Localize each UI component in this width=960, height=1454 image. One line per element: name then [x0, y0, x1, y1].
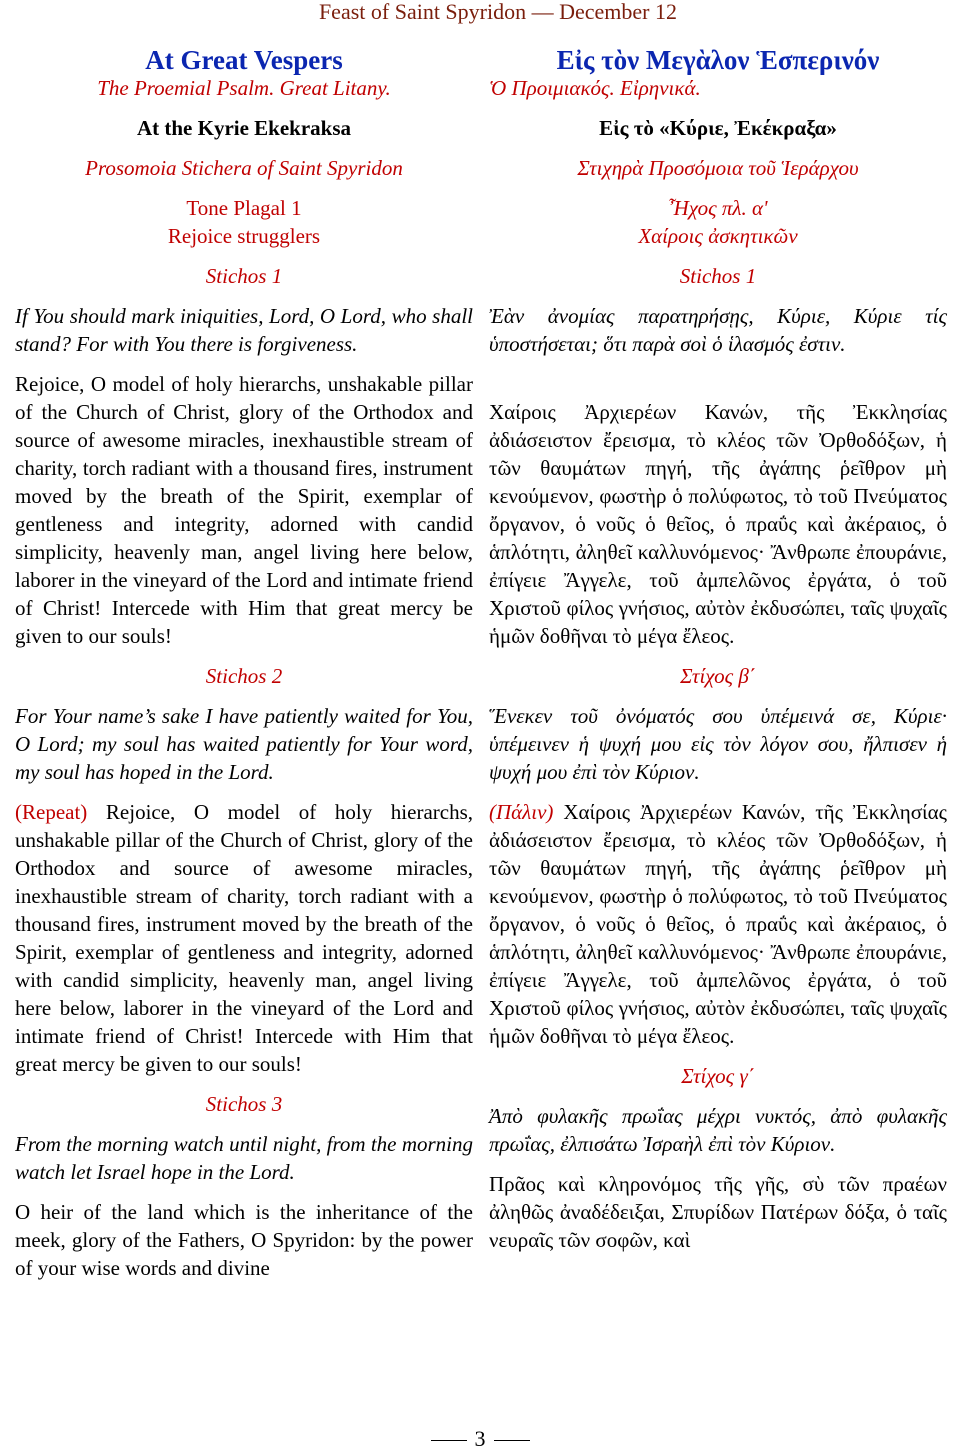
rubric-stichera-gr: Στιχηρὰ Προσόμοια τοῦ Ἱεράρχου: [577, 156, 859, 180]
hymn-1-gr: Χαίροις Ἀρχιερέων Κανών, τῆς Ἐκκλησίας ἀδιάσειστον ἔρεισμα, τὸ κλέος τῶν Ὀρθοδόξων, ἡ τῶν θαυμάτων πηγή, τῆς ἀγάπης ῥεῖθρον μὴ κενούμενον, φωστὴρ ὁ πολύφωτος, τὸ τοῦ Πνεύματος ὄργανον, ὁ νοῦς ὁ θεῖος, ὁ πραΰς καὶ ἀκέραιος, ὁ ἁπλότητι, ἀληθεῖ καλλυνόμενος· Ἄνθρωπε ἐπουράνιε, ἐπίγειε Ἄγγελε, τοῦ ἀμπελῶνος ἐργάτα, ὁ τοῦ Χριστοῦ φίλος γνήσιος, αὐτὸν ἐκδυσώπει, ταῖς ψυχαῖς ἡμῶν δοθῆναι τὸ μέγα ἔλεος.: [489, 400, 947, 648]
stichos-1-verse-gr: Ἐὰν ἀνομίας παρατηρήσῃς, Κύριε, Κύριε τίς ὑποστήσεται; ὅτι παρὰ σοὶ ὁ ἱλασμός ἐστιν.: [489, 304, 947, 356]
stichos-3-verse-gr: Ἀπὸ φυλακῆς πρωΐας μέχρι νυκτός, ἀπὸ φυλακῆς πρωΐας, ἐλπισάτω Ἰσραὴλ ἐπὶ τὸν Κύριον.: [489, 1104, 947, 1156]
hymn-2-en: O heir of the land which is the inheritance of the meek, glory of the Fathers, O Spyridon: by the power of your wise words and divine: [15, 1200, 473, 1280]
stichos-1-label-gr: Stichos 1: [679, 264, 757, 288]
rubric-prosomoia-en: Prosomoia Stichera of Saint Spyridon: [85, 156, 403, 180]
hymn-1-repeat-text-en: Rejoice, O model of holy hierarchs, unshakable pillar of the Church of Christ, glory of the Orthodox and source of awesome miracles, inexhaustible stream of charity, torch radiant with a thousand fires, instrument moved by the breath of the Spirit, exemplar of gentleness and integrity, adorned with candid simplicity, heavenly man, angel living here below, laborer in the vineyard of the Lord and intimate friend of Christ! Intercede with Him that great mercy be given to our souls!: [15, 800, 474, 1076]
running-header: Feast of Saint Spyridon — December 12: [318, 0, 677, 24]
stichos-2-label-en: Stichos 2: [205, 664, 283, 688]
section-title-en: At Great Vespers: [145, 45, 343, 75]
footer-dash-left: [431, 1440, 467, 1441]
english-column: [15, 40, 473, 1282]
melody-en: Rejoice strugglers: [167, 224, 321, 248]
greek-column: [489, 40, 947, 1254]
hymn-1-en: Rejoice, O model of holy hierarchs, unshakable pillar of the Church of Christ, glory of the Orthodox and source of awesome miracles, inexhaustible stream of charity, torch radiant with a thousand fires, instrument moved by the breath of the Spirit, exemplar of gentleness and integrity, adorned with candid simplicity, heavenly man, angel living here below, laborer in the vineyard of the Lord and intimate friend of Christ! Intercede with Him that great mercy be given to our souls!: [15, 372, 473, 648]
page-number: 3: [474, 1426, 486, 1451]
hymn-2-gr: Πρᾶος καὶ κληρονόμος τῆς γῆς, σὺ τῶν πραέων ἀληθῶς ἀναδέδειξαι, Σπυρίδων Πατέρων δόξα, ὁ ταῖς νευραῖς τῶν σοφῶν, καὶ: [489, 1172, 947, 1252]
rubric-kyrie-gr: Εἰς τὸ «Κύριε, Ἐκέκραξα»: [599, 116, 837, 140]
stichos-3-verse-en: From the morning watch until night, from the morning watch let Israel hope in the Lord.: [15, 1132, 473, 1184]
tone-gr: Ἦχος πλ. α': [668, 196, 768, 220]
stichos-1-verse-en: If You should mark iniquities, Lord, O Lord, who shall stand? For with You there is forgiveness.: [15, 304, 473, 356]
hymn-1-repeat-text-gr: Χαίροις Ἀρχιερέων Κανών, τῆς Ἐκκλησίας ἀδιάσειστον ἔρεισμα, τὸ κλέος τῶν Ὀρθοδόξων, ἡ τῶν θαυμάτων πηγή, τῆς ἀγάπης ῥεῖθρον μὴ κενούμενον, φωστὴρ ὁ πολύφωτος, τὸ τοῦ Πνεύματος ὄργανον, ὁ νοῦς ὁ θεῖος, ὁ πραΰς καὶ ἀκέραιος, ὁ ἁπλότητι, ἀληθεῖ καλλυνόμενος· Ἄνθρωπε ἐπουράνιε, ἐπίγειε Ἄγγελε, τοῦ ἀμπελῶνος ἐργάτα, ὁ τοῦ Χριστοῦ φίλος γνήσιος, αὐτὸν ἐκδυσώπει, ταῖς ψυχαῖς ἡμῶν δοθῆναι τὸ μέγα ἔλεος.: [489, 800, 947, 1048]
stichos-1-label-en: Stichos 1: [205, 264, 283, 288]
section-title-gr: Εἰς τὸν Μεγὰλον Ἑσπερινόν: [556, 45, 880, 75]
stichos-2-verse-gr: Ἕνεκεν τοῦ ὀνόματός σου ὑπέμεινά σε, Κύριε· ὑπέμεινεν ἡ ψυχή μου εἰς τὸν λόγον σου, ἤλπισεν ἡ ψυχή μου ἐπὶ τὸν Κύριον.: [489, 704, 947, 784]
stichos-3-label-en: Stichos 3: [205, 1092, 283, 1116]
melody-gr: Χαίροις ἀσκητικῶν: [638, 224, 798, 248]
page-footer: [0, 1424, 960, 1454]
stichos-2-verse-en: For Your name’s sake I have patiently waited for You, O Lord; my soul has waited patiently for Your word, my soul has hoped in the Lord.: [15, 704, 473, 784]
repeat-label-gr: (Πάλιν): [489, 800, 554, 824]
stichos-2-label-gr: Στίχος β΄: [680, 664, 756, 688]
rubric-proemial-gr: Ὁ Προιμιακός. Εἰρηνικά.: [489, 76, 701, 100]
stichos-3-label-gr: Στίχος γ΄: [681, 1064, 755, 1088]
rubric-proemial-en: The Proemial Psalm. Great Litany.: [97, 76, 391, 100]
footer-dash-right: [494, 1440, 530, 1441]
hymn-1-repeat-gr: [489, 798, 947, 1050]
hymn-1-repeat-en: [15, 798, 473, 1078]
repeat-label-en: (Repeat): [15, 800, 88, 824]
tone-en: Tone Plagal 1: [186, 196, 302, 220]
rubric-kyrie-en: At the Kyrie Ekekraksa: [136, 116, 352, 140]
